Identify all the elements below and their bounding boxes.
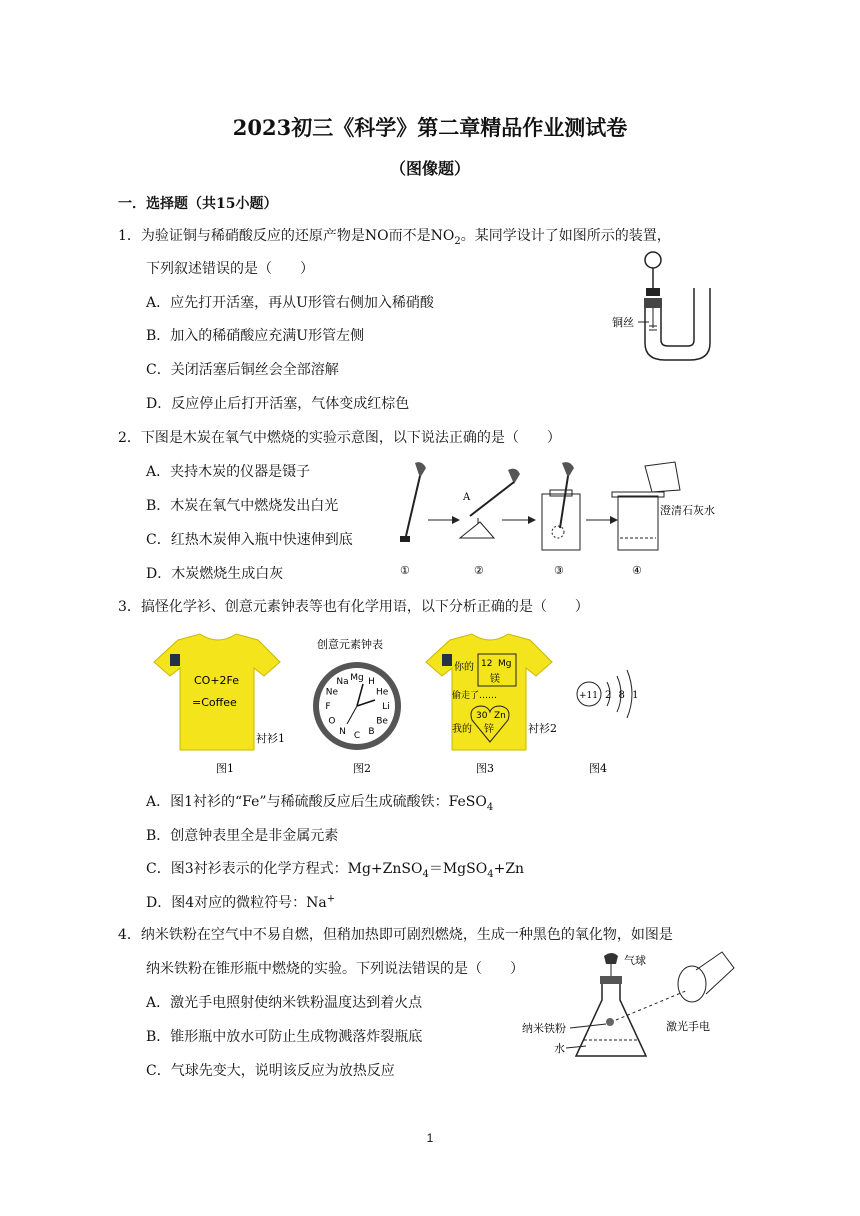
clock-title: 创意元素钟表 (317, 638, 383, 651)
nano-iron-label: 纳米铁粉 (522, 1022, 566, 1035)
clock-element-Be: Be (376, 716, 388, 727)
water-label: 水 (554, 1042, 565, 1055)
clock-element-Mg: Mg (350, 673, 364, 683)
shirt2-stole-text: 偷走了…… (452, 691, 498, 701)
q3-figure-4-atom-structure (575, 660, 665, 778)
balloon-label: 气球 (624, 954, 646, 967)
q3-option-c[interactable]: C．图3衬衫表示的化学方程式：Mg+ZnSO$_4$＝MgSO$_4$+Zn (146, 861, 525, 880)
clock-element-C: C (353, 731, 361, 741)
shirt2-mine: 我的 (452, 724, 472, 735)
lime-water-label: 澄清石灰水 (660, 504, 715, 517)
q4-stem-line2: 纳米铁粉在锥形瓶中燃烧的实验。下列说法错误的是（ ） (146, 961, 524, 977)
fig3-label: 图3 (476, 762, 494, 775)
section-heading: 一．选择题（共15小题） (118, 196, 278, 212)
q3-figure-2-clock (305, 632, 415, 778)
page-subtitle: （图像题） (389, 159, 470, 178)
shirt2-heart-number: 30 (476, 711, 488, 721)
q4-option-c[interactable]: C．气球先变大，说明该反应为放热反应 (146, 1063, 395, 1079)
q1-stem-line1: 1．为验证铜与稀硝酸反应的还原产物是NO而不是$NO_2$。某同学设计了如图所示的装置， (118, 228, 671, 247)
step-2-label: ② (474, 564, 484, 577)
shirt2-heart-name: 锌 (484, 724, 494, 735)
atom-nucleus: +11 (579, 691, 598, 701)
clock-element-Na: Na (336, 676, 349, 687)
q3-stem: 3．搞怪化学衫、创意元素钟表等也有化学用语，以下分析正确的是（ ） (118, 599, 589, 615)
q2-option-d[interactable]: D．木炭燃烧生成白灰 (146, 566, 284, 582)
clock-element-B: B (368, 727, 375, 738)
laser-label: 激光手电 (666, 1020, 710, 1033)
copper-wire-label: 铜丝 (612, 316, 634, 329)
shirt1-tag: 衬衫1 (256, 732, 285, 745)
q3-option-b[interactable]: B．创意钟表里全是非金属元素 (146, 828, 339, 844)
q4-stem-line1: 4．纳米铁粉在空气中不易自燃，但稍加热即可剧烈燃烧，生成一种黑色的氧化物，如图是 (118, 927, 673, 943)
clock-element-N: N (339, 727, 346, 738)
q4-option-a[interactable]: A．激光手电照射使纳米铁粉温度达到着火点 (146, 995, 423, 1011)
fig2-label: 图2 (353, 762, 371, 775)
shirt2-box-number: 12 (481, 659, 493, 669)
label-a: A (463, 492, 471, 503)
clock-element-O: O (328, 716, 336, 727)
q2-option-c[interactable]: C．红热木炭伸入瓶中快速伸到底 (146, 532, 353, 548)
q1-u-tube-figure (610, 248, 720, 378)
q2-option-a[interactable]: A．夹持木炭的仪器是镊子 (146, 464, 311, 480)
q1-option-a[interactable]: A．应先打开活塞，再从U形管右侧加入稀硝酸 (146, 295, 434, 311)
q4-nano-iron-figure (520, 948, 740, 1068)
q3-figure-3-shirt (420, 632, 580, 778)
step-4-label: ④ (632, 564, 642, 577)
q1-option-b[interactable]: B．加入的稀硝酸应充满U形管左侧 (146, 328, 365, 344)
clock-element-Ne: Ne (325, 687, 339, 698)
page-title: 2023初三《科学》第二章精品作业测试卷 (232, 115, 628, 140)
clock-element-F: F (325, 702, 331, 712)
page-number: 1 (426, 1131, 434, 1145)
shirt2-heart-symbol: Zn (494, 711, 506, 721)
q2-stem: 2．下图是木炭在氧气中燃烧的实验示意图，以下说法正确的是（ ） (118, 430, 561, 446)
step-3-label: ③ (554, 564, 564, 577)
q3-figure-1-shirt (148, 632, 298, 778)
clock-element-H: H (368, 676, 375, 687)
q2-option-b[interactable]: B．木炭在氧气中燃烧发出白光 (146, 498, 339, 514)
fig1-label: 图1 (216, 762, 234, 775)
q3-option-d[interactable]: D．图4对应的微粒符号：Na+ (146, 893, 336, 911)
shirt2-box-name: 镁 (490, 674, 500, 685)
shirt1-formula-line1: CO+2Fe (194, 674, 240, 687)
q3-option-a[interactable]: A．图1衬衫的“Fe”与稀硫酸反应后生成硫酸铁：FeSO$_4$ (146, 794, 494, 813)
clock-element-Li: Li (382, 702, 390, 712)
shirt1-formula-line2: =Coffee (192, 696, 237, 709)
clock-element-He: He (375, 687, 389, 698)
q4-option-b[interactable]: B．锥形瓶中放水可防止生成物溅落炸裂瓶底 (146, 1029, 423, 1045)
q1-stem-line2: 下列叙述错误的是（ ） (146, 261, 314, 277)
shirt2-tag: 衬衫2 (528, 722, 557, 735)
step-1-label: ① (400, 564, 410, 577)
q1-option-d[interactable]: D．反应停止后打开活塞，气体变成红棕色 (146, 396, 410, 412)
fig4-label: 图4 (589, 762, 607, 775)
atom-shells: 2 8 1 (605, 690, 641, 701)
shirt2-box-symbol: Mg (498, 659, 512, 669)
q1-option-c[interactable]: C．关闭活塞后铜丝会全部溶解 (146, 362, 339, 378)
q2-charcoal-experiment-figure (390, 458, 730, 578)
shirt2-yours: 你的 (454, 662, 474, 673)
